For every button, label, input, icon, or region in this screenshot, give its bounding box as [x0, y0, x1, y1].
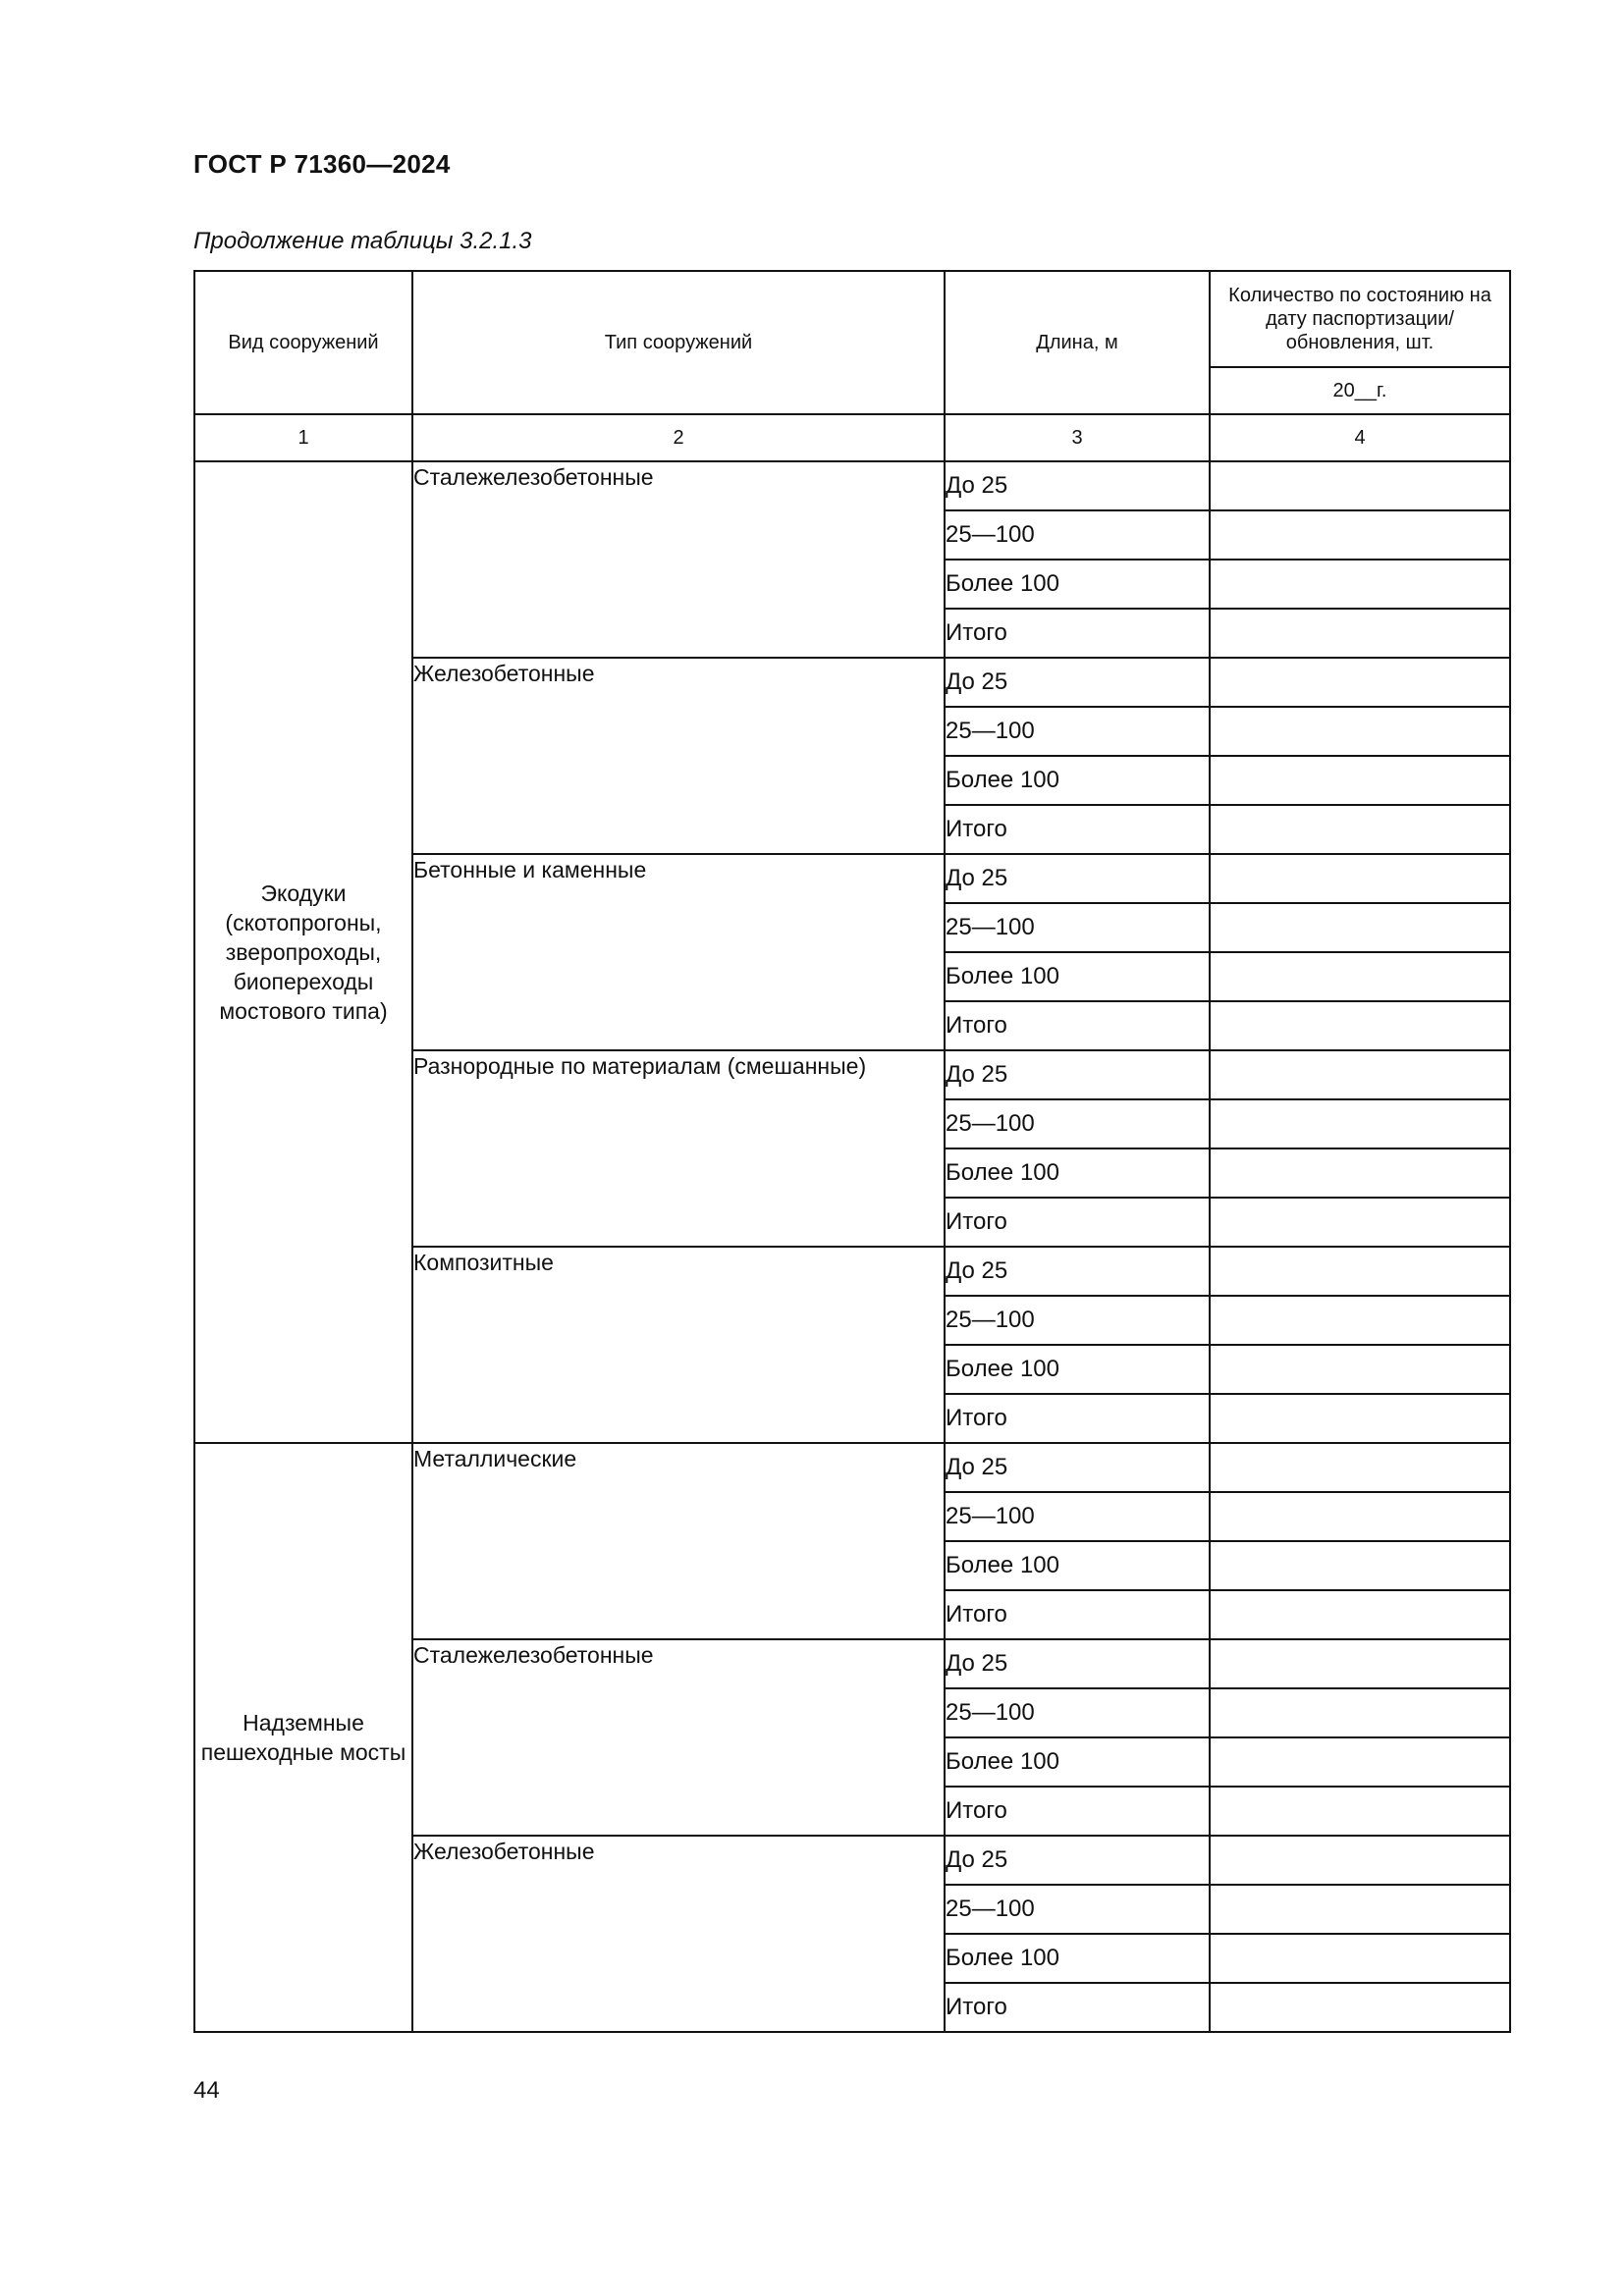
structure-type-cell: Разнородные по материалам (смешанные) — [412, 1050, 945, 1247]
quantity-cell[interactable] — [1210, 1590, 1510, 1639]
length-range-cell: Итого — [945, 1983, 1210, 2032]
header-quantity-text: Количество по состоянию на дату паспортизации/ обновления, шт. — [1228, 285, 1491, 353]
length-range-cell: Итого — [945, 1394, 1210, 1443]
quantity-cell[interactable] — [1210, 707, 1510, 756]
quantity-cell[interactable] — [1210, 854, 1510, 903]
length-range-cell: Более 100 — [945, 1345, 1210, 1394]
length-range-cell: Итого — [945, 1590, 1210, 1639]
quantity-cell[interactable] — [1210, 1394, 1510, 1443]
length-range-cell: До 25 — [945, 1639, 1210, 1688]
length-range-cell: Более 100 — [945, 1934, 1210, 1983]
length-range-cell: Итого — [945, 805, 1210, 854]
quantity-cell[interactable] — [1210, 560, 1510, 609]
length-range-cell: Более 100 — [945, 756, 1210, 805]
quantity-cell[interactable] — [1210, 461, 1510, 510]
length-range-cell: Более 100 — [945, 952, 1210, 1001]
column-number-1: 1 — [194, 414, 412, 461]
structure-type-cell: Бетонные и каменные — [412, 854, 945, 1050]
length-range-cell: Более 100 — [945, 1737, 1210, 1787]
quantity-cell[interactable] — [1210, 1836, 1510, 1885]
quantity-cell[interactable] — [1210, 1639, 1510, 1688]
column-number-4: 4 — [1210, 414, 1510, 461]
column-number-2: 2 — [412, 414, 945, 461]
structure-type-cell: Сталежелезобетонные — [412, 461, 945, 658]
table-continuation-caption: Продолжение таблицы 3.2.1.3 — [193, 228, 532, 254]
quantity-cell[interactable] — [1210, 510, 1510, 560]
length-range-cell: 25—100 — [945, 510, 1210, 560]
quantity-cell[interactable] — [1210, 1148, 1510, 1198]
length-range-cell: Итого — [945, 1787, 1210, 1836]
structures-table — [193, 270, 1511, 2033]
quantity-cell[interactable] — [1210, 1001, 1510, 1050]
length-range-cell: 25—100 — [945, 1492, 1210, 1541]
document-code: ГОСТ Р 71360—2024 — [193, 149, 451, 179]
quantity-cell[interactable] — [1210, 1934, 1510, 1983]
structure-type-cell: Сталежелезобетонные — [412, 1639, 945, 1836]
length-range-cell: 25—100 — [945, 1296, 1210, 1345]
length-range-cell: 25—100 — [945, 1688, 1210, 1737]
quantity-cell[interactable] — [1210, 1688, 1510, 1737]
structure-kind-cell: Экодуки (скотопрогоны, зверопроходы, биопереходы мостового типа) — [194, 461, 412, 1443]
column-number-3: 3 — [945, 414, 1210, 461]
length-range-cell: 25—100 — [945, 903, 1210, 952]
quantity-cell[interactable] — [1210, 756, 1510, 805]
quantity-cell[interactable] — [1210, 1737, 1510, 1787]
quantity-cell[interactable] — [1210, 1541, 1510, 1590]
table-row — [194, 1443, 1510, 1492]
quantity-cell[interactable] — [1210, 1787, 1510, 1836]
length-range-cell: До 25 — [945, 1836, 1210, 1885]
quantity-cell[interactable] — [1210, 1050, 1510, 1099]
quantity-cell[interactable] — [1210, 903, 1510, 952]
length-range-cell: До 25 — [945, 1443, 1210, 1492]
length-range-cell: 25—100 — [945, 707, 1210, 756]
quantity-cell[interactable] — [1210, 952, 1510, 1001]
length-range-cell: Итого — [945, 1198, 1210, 1247]
quantity-cell[interactable] — [1210, 609, 1510, 658]
structure-kind-cell: Надземные пешеходные мосты — [194, 1443, 412, 2032]
length-range-cell: Более 100 — [945, 560, 1210, 609]
quantity-cell[interactable] — [1210, 1099, 1510, 1148]
quantity-cell[interactable] — [1210, 805, 1510, 854]
quantity-cell[interactable] — [1210, 1198, 1510, 1247]
structure-type-cell: Железобетонные — [412, 658, 945, 854]
quantity-cell[interactable] — [1210, 1296, 1510, 1345]
header-year: 20__г. — [1210, 367, 1510, 414]
structure-type-cell: Композитные — [412, 1247, 945, 1443]
header-quantity — [1210, 271, 1510, 367]
header-length: Длина, м — [945, 271, 1210, 414]
length-range-cell: До 25 — [945, 854, 1210, 903]
header-type: Тип сооружений — [412, 271, 945, 414]
length-range-cell: 25—100 — [945, 1099, 1210, 1148]
length-range-cell: Более 100 — [945, 1541, 1210, 1590]
table-body — [194, 461, 1510, 2032]
header-kind: Вид сооружений — [194, 271, 412, 414]
length-range-cell: Итого — [945, 1001, 1210, 1050]
quantity-cell[interactable] — [1210, 1345, 1510, 1394]
quantity-cell[interactable] — [1210, 1247, 1510, 1296]
length-range-cell: До 25 — [945, 461, 1210, 510]
length-range-cell: До 25 — [945, 1247, 1210, 1296]
length-range-cell: 25—100 — [945, 1885, 1210, 1934]
length-range-cell: До 25 — [945, 1050, 1210, 1099]
quantity-cell[interactable] — [1210, 1983, 1510, 2032]
quantity-cell[interactable] — [1210, 1443, 1510, 1492]
quantity-cell[interactable] — [1210, 1885, 1510, 1934]
quantity-cell[interactable] — [1210, 658, 1510, 707]
structure-type-cell: Железобетонные — [412, 1836, 945, 2032]
length-range-cell: До 25 — [945, 658, 1210, 707]
length-range-cell: Более 100 — [945, 1148, 1210, 1198]
structure-type-cell: Металлические — [412, 1443, 945, 1639]
length-range-cell: Итого — [945, 609, 1210, 658]
quantity-cell[interactable] — [1210, 1492, 1510, 1541]
table-row — [194, 461, 1510, 510]
page-number: 44 — [193, 2077, 220, 2104]
